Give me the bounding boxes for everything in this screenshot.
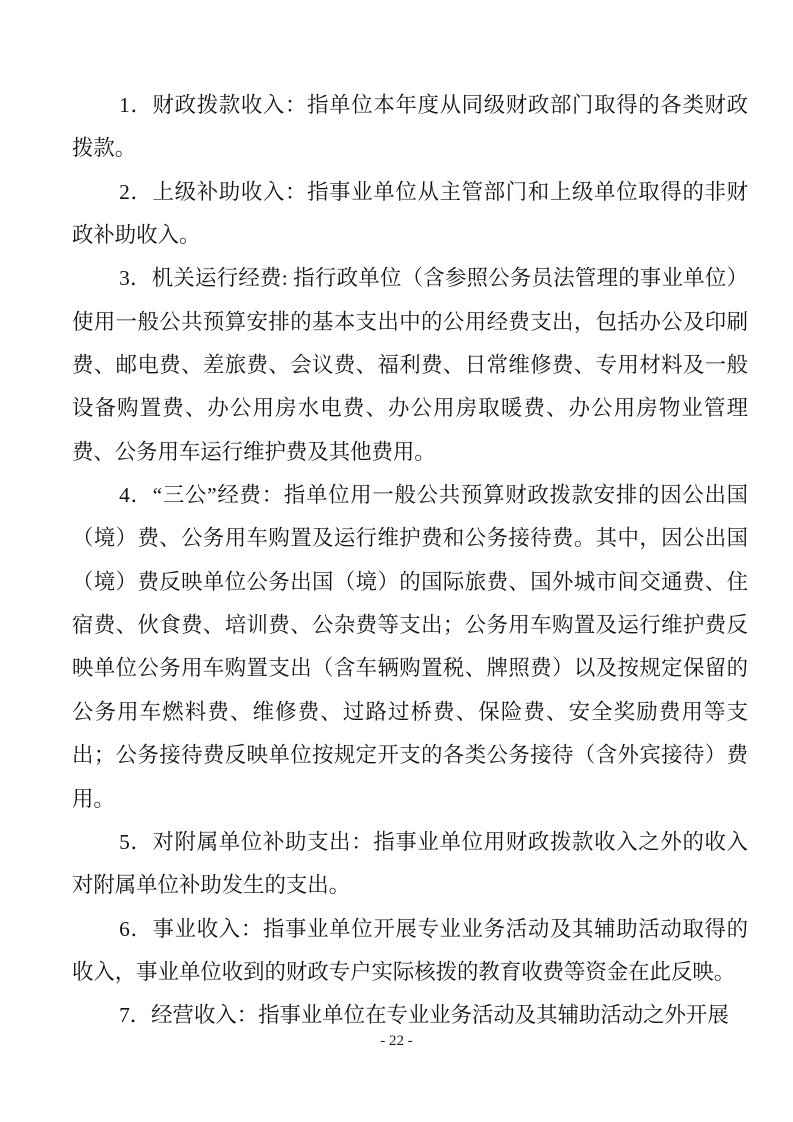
paragraph-5-dui-fushu-danwei-buzhu-zhichu: 5．对附属单位补助支出：指事业单位用财政拨款收入之外的收入对附属单位补助发生的支出。 [72, 829, 748, 898]
document-body [72, 84, 748, 1038]
paragraph-3-jiguan-yunxing-jingfei: 3．机关运行经费: 指行政单位（含参照公务员法管理的事业单位）使用一般公共预算安排的基本支出中的公用经费支出，包括办公及印刷费、邮电费、差旅费、会议费、福利费、日常维修费、专用材料及一般设备购置费、办公用房水电费、办公用房取暖费、办公用房物业管理费、公务用车运行维护费及其他费用。 [72, 266, 748, 464]
page-number: - 22 - [380, 1033, 413, 1049]
paragraph-4-sangong-jingfei: 4．“三公”经费：指单位用一般公共预算财政拨款安排的因公出国（境）费、公务用车购置及运行维护费和公务接待费。其中，因公出国（境）费反映单位公务出国（境）的国际旅费、国外城市间交通费、住宿费、伙食费、培训费、公杂费等支出；公务用车购置及运行维护费反映单位公务用车购置支出（含车辆购置税、牌照费）以及按规定保留的公务用车燃料费、维修费、过路过桥费、保险费、安全奖励费用等支出；公务接待费反映单位按规定开支的各类公务接待（含外宾接待）费用。 [72, 483, 748, 811]
paragraph-2-shangji-buzhu-shouru: 2．上级补助收入：指事业单位从主管部门和上级单位取得的非财政补助收入。 [72, 179, 748, 248]
paragraph-6-shiye-shouru: 6．事业收入：指事业单位开展专业业务活动及其辅助活动取得的收入，事业单位收到的财政专户实际核拨的教育收费等资金在此反映。 [72, 916, 748, 984]
paragraph-1-caizheng-bokuan-shouru: 1．财政拨款收入：指单位本年度从同级财政部门取得的各类财政拨款。 [72, 93, 748, 161]
paragraph-7-jingying-shouru: 7．经营收入：指事业单位在专业业务活动及其辅助活动之外开展 [119, 1003, 729, 1028]
